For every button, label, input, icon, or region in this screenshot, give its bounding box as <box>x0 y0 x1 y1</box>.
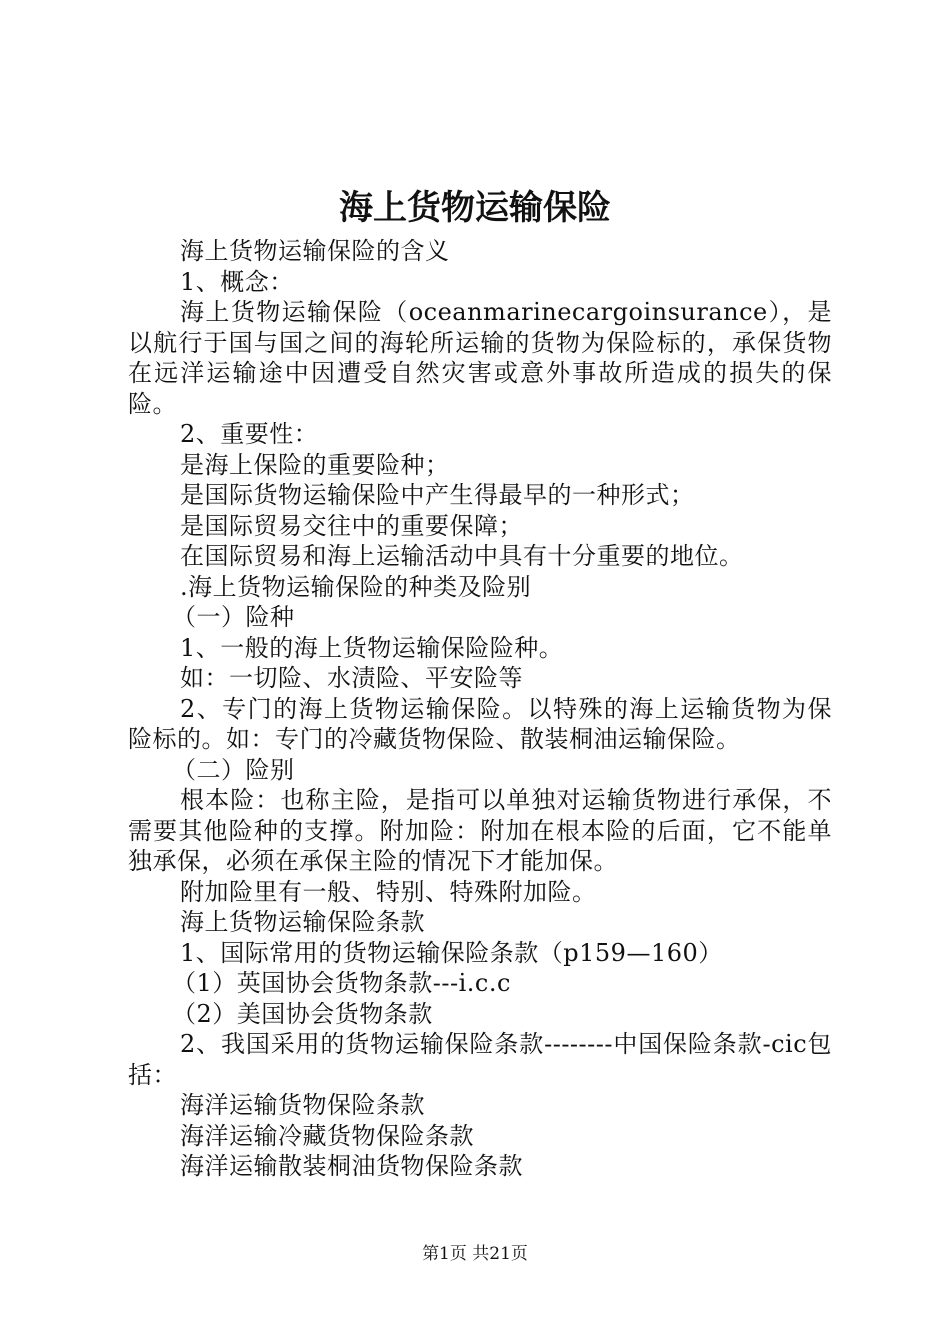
clauses-subitem: （1）英国协会货物条款---i.c.c <box>172 969 511 997</box>
subsection-heading-coverage: （二）险别 <box>172 755 295 784</box>
importance-item: 是国际货物运输保险中产生得最早的一种形式； <box>180 481 695 509</box>
importance-item: 是国际贸易交往中的重要保障； <box>180 511 523 540</box>
kinds-example: 如：一切险、水渍险、平安险等 <box>180 664 523 692</box>
subsection-heading-kinds: （一）险种 <box>172 603 295 631</box>
clauses-list-item: 海洋运输散装桐油货物保险条款 <box>180 1152 523 1180</box>
clauses-list-item: 海洋运输货物保险条款 <box>180 1091 425 1119</box>
kinds-item-special: 2、专门的海上货物运输保险。以特殊的海上运输货物为保险标的。如：专门的冷藏货物保险、散装桐油运输保险。 <box>128 694 832 753</box>
section-heading-types: .海上货物运输保险的种类及险别 <box>180 572 532 601</box>
section-heading-definition: 海上货物运输保险的含义 <box>180 237 450 265</box>
concept-paragraph: 海上货物运输保险（oceanmarinecargoinsurance），是以航行于国与国之间的海轮所运输的货物为保险标的，承保货物在远洋运输途中因遭受自然灾害或意外事故所造成的损失的保险。 <box>128 298 832 418</box>
section-heading-clauses: 海上货物运输保险条款 <box>180 908 425 936</box>
concept-heading: 1、概念： <box>180 267 294 296</box>
importance-item: 在国际贸易和海上运输活动中具有十分重要的地位。 <box>180 542 744 570</box>
kinds-item: 1、一般的海上货物运输保险险种。 <box>180 633 564 662</box>
clauses-item-china: 2、我国采用的货物运输保险条款--------中国保险条款-cic包括： <box>128 1030 832 1089</box>
clauses-item: 1、国际常用的货物运输保险条款（p159—160） <box>180 938 723 967</box>
clauses-subitem: （2）美国协会货物条款 <box>172 999 433 1028</box>
coverage-additional: 附加险里有一般、特别、特殊附加险。 <box>180 877 597 906</box>
document-body <box>128 236 832 1182</box>
page-footer: 第1页 共21页 <box>422 1244 528 1264</box>
importance-item: 是海上保险的重要险种； <box>180 450 450 479</box>
importance-heading: 2、重要性： <box>180 420 319 448</box>
coverage-paragraph: 根本险：也称主险，是指可以单独对运输货物进行承保，不需要其他险种的支撑。附加险：附加在根本险的后面，它不能单独承保，必须在承保主险的情况下才能加保。 <box>128 786 832 875</box>
clauses-list-item: 海洋运输冷藏货物保险条款 <box>180 1121 474 1150</box>
document-title: 海上货物运输保险 <box>339 188 611 228</box>
